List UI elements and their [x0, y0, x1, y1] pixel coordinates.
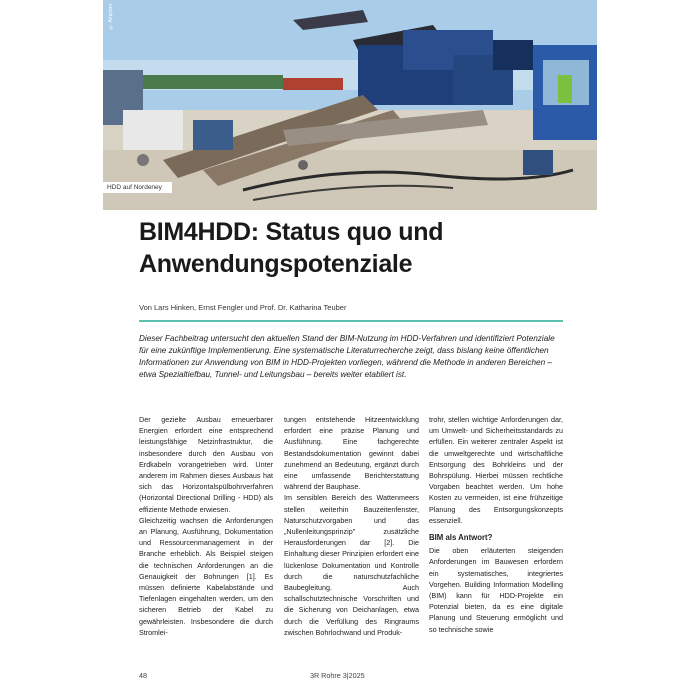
text-column-1: [139, 414, 273, 638]
paragraph: Im sensiblen Bereich des Wattenmeers stellen weiterhin Bauzeitenfenster, Naturschutzvorgaben und das „Nullenleitungsprinzip" zusätzliche Herausforderungen dar [2]. Die Einhaltung dieser Prinzipien erfordert eine lückenlose Dokumentation und Kontrolle durch die naturschutzfachliche Baubegleitung. Auch schallschutztechnische Vorschriften und die Sicherung von Deichanlagen, etwa durch die Verfüllung des Ringraums zwischen Bohrlochwand und Produk-: [284, 493, 419, 637]
article-abstract: Dieser Fachbeitrag untersucht den aktuellen Stand der BIM-Nutzung im HDD-Verfahren und identifiziert Potenziale für eine zukünftige Implementierung. Eine systematische Literaturrecherche zeigt, dass bislang keine öffentlichen Informationen zur Anwendung von BIM in HDD-Projekten vorliegen, während die Methode in anderen Bereichen – etwa Spezialtiefbau, Tunnel- und Leitungsbau – bereits weiter etabliert ist.: [139, 334, 555, 379]
photo-credit: © Amprion: [108, 4, 114, 30]
section-heading: BIM als Antwort?: [429, 533, 493, 543]
hdd-rig-illustration: [103, 0, 597, 210]
photo-caption: HDD auf Nordeney: [103, 182, 172, 193]
article-authors: Von Lars Hinken, Ernst Fengler und Prof. Dr. Katharina Teuber: [139, 303, 347, 312]
paragraph: tungen entstehende Hitzeentwicklung erfordert eine präzise Planung und Ausführung. Eine fachgerechte Bestandsdokumentation gewinnt dabei zunehmend an Bedeutung, ergänzt durch eine umfassende Berichterstattung während der Bauphase.: [284, 415, 419, 492]
divider: [139, 320, 563, 322]
magazine-issue: 3R Rohre 3|2025: [310, 671, 365, 680]
header-photo: [103, 0, 597, 210]
paragraph: Gleichzeitig wachsen die Anforderungen an Planung, Ausführung, Dokumentation und Ressourcenmanagement in der Branche erheblich. Als Beispiel steigen die technischen Anforderungen an die Genauigkeit der Bohrungen [1]. Es müssen definierte Kabelabstände und Tiefenlagen eingehalten werden, um den sicheren Betrieb der Kabel zu gewährleisten. Insbesondere die durch Stromlei-: [139, 515, 273, 637]
page-number: 48: [139, 671, 147, 680]
text-column-3: [429, 414, 563, 635]
magazine-page: [103, 0, 597, 700]
paragraph: Der gezielte Ausbau erneuerbarer Energien erfordert eine entsprechend leistungsfähige Netzinfrastruktur, die insbesondere durch den Ausbau von Erdkabeln vorangetrieben wird. Unter anderem im Rahmen dieses Ausbaus hat sich das Horizontalspülbohrverfahren (Horizontal Directional Drilling - HDD) als effiziente Methode erwiesen.: [139, 415, 273, 514]
text-column-2: [284, 414, 419, 638]
paragraph: trohr, stellen wichtige Anforderungen dar, um Umwelt- und Sicherheitsstandards zu erfüllen. Ein weiterer zentraler Aspekt ist die umweltgerechte und wirtschaftliche Entsorgung des Bohrkleins und der Bohrspülung. Hierbei müssen rechtliche Vorgaben beachtet werden. Um hohe Kosten zu vermeiden, ist eine frühzeitige Planung des Entsorgungskonzepts essenziell.: [429, 415, 563, 525]
article-title: BIM4HDD: Status quo und Anwendungspotenziale: [139, 218, 444, 278]
paragraph: Die oben erläuterten steigenden Anforderungen im Bauwesen erfordern ein systematisches, integriertes Vorgehen. Building Information Modelling (BIM) kann für HDD-Projekte ein Potenzial bieten, da es eine digitale Planung und Steuerung ermöglicht und so technische sowie: [429, 546, 563, 634]
